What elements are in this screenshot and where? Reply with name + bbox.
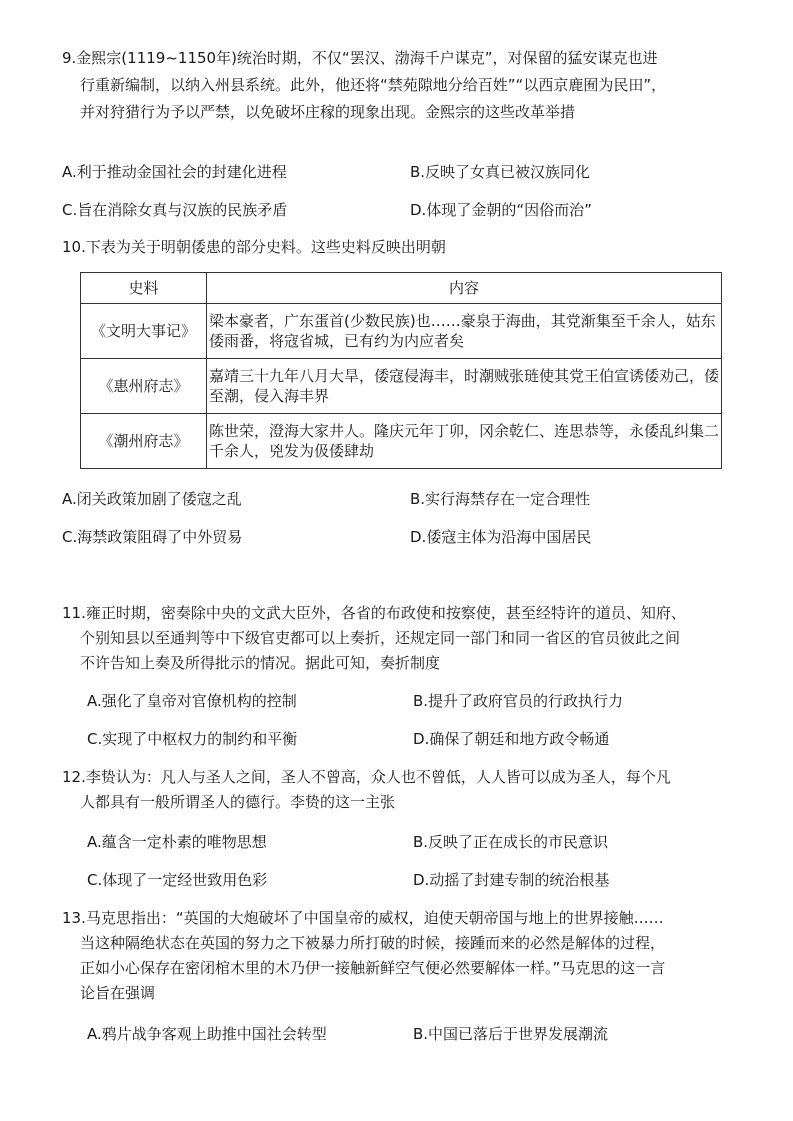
q10-option-b: B.实行海禁存在一定合理性 [410,490,591,508]
q11-option-c: C.实现了中枢权力的制约和平衡 [87,730,298,748]
table-header-row [81,273,722,304]
q12-option-b: B.反映了正在成长的市民意识 [413,833,609,851]
table-row [81,359,722,414]
table-row [81,304,722,359]
q11-stem-line-1: 11.雍正时期，密奏除中央的文武大臣外，各省的布政使和按察使，甚至经特许的道员、知府、 [62,604,686,622]
row-content: 梁本豪者，广东蛋首(少数民族)也……豪泉于海曲，其党渐集至千余人，姑东倭雨番，将寇省城，已有约为内应者矣 [207,304,722,359]
q9-stem-line-2: 行重新编制，以纳入州县系统。此外，他还将“禁苑隙地分给百姓”“以西京鹿囿为民田”， [80,76,667,94]
row-content: 嘉靖三十九年八月大旱，倭寇侵海丰，时潮贼张琏使其党王伯宣诱倭劝己，倭至潮，侵入海丰界 [207,359,722,414]
row-content: 陈世荣，澄海大家井人。隆庆元年丁卯，冈余乾仁、连思恭等，永倭乱纠集二千余人，兇发为伋倭肆劫 [207,414,722,469]
q9-option-a: A.利于推动金国社会的封建化进程 [62,163,287,181]
row-source: 《文明大事记》 [81,304,207,359]
q11-stem-line-3: 不许告知上奏及所得批示的情况。据此可知，奏折制度 [80,654,441,672]
q12-stem-line-1: 12.李贽认为：凡人与圣人之间，圣人不曾高，众人也不曾低，人人皆可以成为圣人，每个凡 [62,768,671,786]
header-source: 史料 [81,273,207,304]
row-source: 《潮州府志》 [81,414,207,469]
q9-option-b: B.反映了女真已被汉族同化 [410,163,591,181]
q12-stem-line-2: 人都具有一般所谓圣人的德行。李贽的这一主张 [80,793,396,811]
q12-option-d: D.动摇了封建专制的统治根基 [413,871,610,889]
table-row [81,414,722,469]
q12-option-a: A.蕴含一定朴素的唯物思想 [87,833,267,851]
row-source: 《惠州府志》 [81,359,207,414]
q9-stem-line-1: 9.金熙宗(1119~1150年)统治时期，不仅“罢汉、渤海千户谋克”，对保留的猛安谋克也进 [62,49,658,67]
q13-stem-line-1: 13.马克思指出：“英国的大炮破坏了中国皇帝的威权，迫使天朝帝国与地上的世界接触…… [62,909,664,927]
q13-option-b: B.中国已落后于世界发展潮流 [413,1025,609,1043]
q13-stem-line-4: 论旨在强调 [80,984,156,1002]
q9-stem-line-3: 并对狩猎行为予以严禁，以免破坏庄稼的现象出现。金熙宗的这些改革举措 [80,103,576,121]
q9-option-d: D.体现了金朝的“因俗而治” [410,201,592,219]
q10-option-c: C.海禁政策阻碍了中外贸易 [62,528,243,546]
q11-option-b: B.提升了政府官员的行政执行力 [413,692,624,710]
q9-option-c: C.旨在消除女真与汉族的民族矛盾 [62,201,288,219]
header-content: 内容 [207,273,722,304]
q10-source-table [80,272,722,469]
q12-option-c: C.体现了一定经世致用色彩 [87,871,268,889]
q11-stem-line-2: 个别知县以至通判等中下级官吏都可以上奏折，还规定同一部门和同一省区的官员彼此之间 [80,629,681,647]
q10-stem: 10.下表为关于明朝倭患的部分史料。这些史料反映出明朝 [62,238,446,256]
q10-option-a: A.闭关政策加剧了倭寇之乱 [62,490,242,508]
q13-stem-line-2: 当这种隔绝状态在英国的努力之下被暴力所打破的时候，接踵而来的必然是解体的过程， [80,934,666,952]
q11-option-d: D.确保了朝廷和地方政令畅通 [413,730,610,748]
q13-stem-line-3: 正如小心保存在密闭棺木里的木乃伊一接触新鲜空气便必然要解体一样。”马克思的这一言 [80,959,666,977]
q13-option-a: A.鸦片战争客观上助推中国社会转型 [87,1025,327,1043]
q10-option-d: D.倭寇主体为沿海中国居民 [410,528,592,546]
q11-option-a: A.强化了皇帝对官僚机构的控制 [87,692,297,710]
